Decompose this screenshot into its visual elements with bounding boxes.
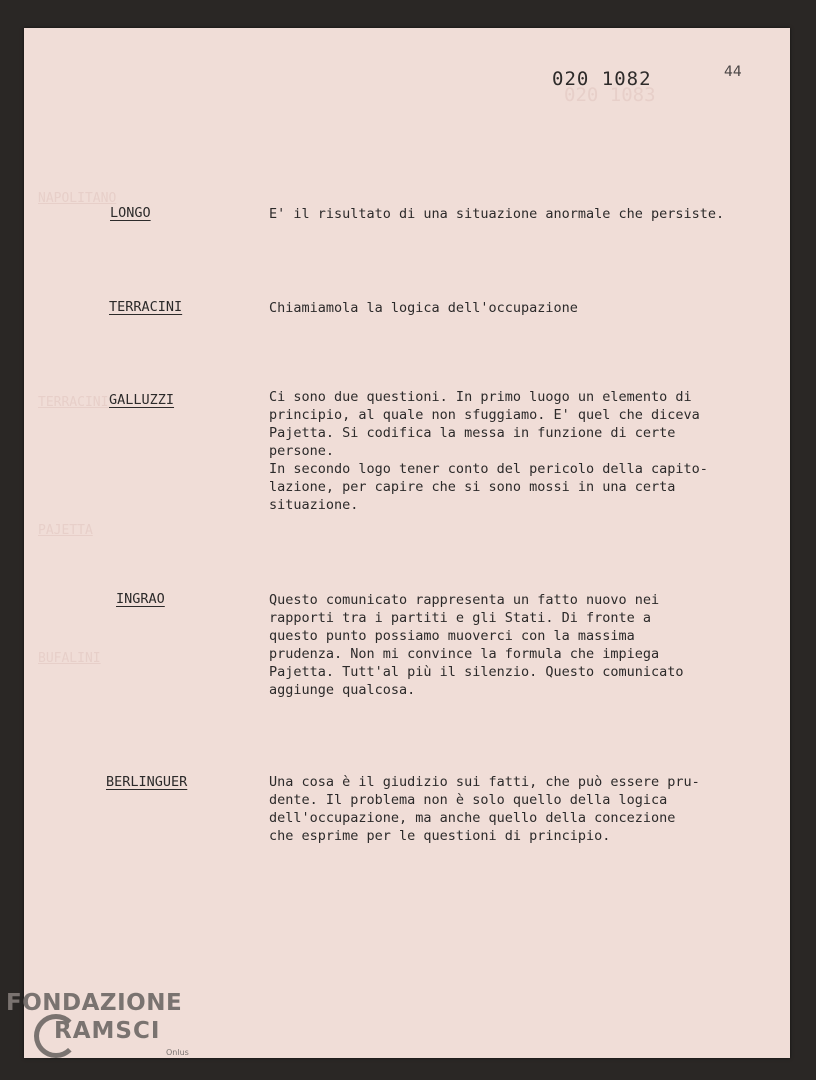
speech-line: lazione, per capire che si sono mossi in una certa xyxy=(269,479,676,495)
speech-line: Pajetta. Tutt'al più il silenzio. Questo comunicato xyxy=(269,664,684,680)
bleed-through-number: 020 1083 xyxy=(564,84,656,106)
speaker-name: TERRACINI xyxy=(109,299,183,315)
speech-line: che esprime per le questioni di principio. xyxy=(269,828,611,844)
speech-line: persone. xyxy=(269,443,335,459)
speech-line: Una cosa è il giudizio sui fatti, che può essere pru- xyxy=(269,774,700,790)
speech-line: situazione. xyxy=(269,497,359,513)
watermark-suffix: Onlus xyxy=(166,1048,189,1057)
speech-line: principio, al quale non sfuggiamo. E' quel che diceva xyxy=(269,407,700,423)
page-number: 44 xyxy=(724,64,742,80)
watermark-line1: FONDAZIONE xyxy=(6,990,183,1016)
speaker-name: BERLINGUER xyxy=(106,774,188,790)
speech-text xyxy=(269,773,789,845)
speech-line: E' il risultato di una situazione anormale che persiste. xyxy=(269,206,725,222)
bleed-through-name: BUFALINI xyxy=(38,651,101,666)
speech-line: Ci sono due questioni. In primo luogo un elemento di xyxy=(269,389,692,405)
bleed-through-name: PAJETTA xyxy=(38,523,93,538)
speech-line: dell'occupazione, ma anche quello della concezione xyxy=(269,810,676,826)
speech-line: Chiamiamola la logica dell'occupazione xyxy=(269,300,578,316)
watermark-line2: RAMSCI xyxy=(54,1018,161,1044)
fondazione-gramsci-watermark xyxy=(4,990,204,1070)
speech-line: questo punto possiamo muoverci con la massima xyxy=(269,628,635,644)
speaker-name: GALLUZZI xyxy=(109,392,175,408)
speech-line: Pajetta. Si codifica la messa in funzione di certe xyxy=(269,425,676,441)
speech-line: In secondo logo tener conto del pericolo della capito- xyxy=(269,461,708,477)
speech-text xyxy=(269,205,793,223)
speech-text xyxy=(269,388,789,514)
bleed-through-name: TERRACINI xyxy=(38,395,109,410)
bleed-through-name: NAPOLITANO xyxy=(38,191,117,206)
speaker-name: INGRAO xyxy=(116,591,165,607)
document-number: 020 1082 xyxy=(552,68,652,90)
speech-line: rapporti tra i partiti e gli Stati. Di fronte a xyxy=(269,610,652,626)
speech-text xyxy=(269,299,789,317)
document-page xyxy=(24,28,790,1058)
speech-line: aggiunge qualcosa. xyxy=(269,682,416,698)
speech-line: dente. Il problema non è solo quello della logica xyxy=(269,792,668,808)
speech-text xyxy=(269,591,789,699)
speech-line: Questo comunicato rappresenta un fatto nuovo nei xyxy=(269,592,660,608)
speech-line: prudenza. Non mi convince la formula che impiega xyxy=(269,646,660,662)
speaker-name: LONGO xyxy=(110,205,151,221)
